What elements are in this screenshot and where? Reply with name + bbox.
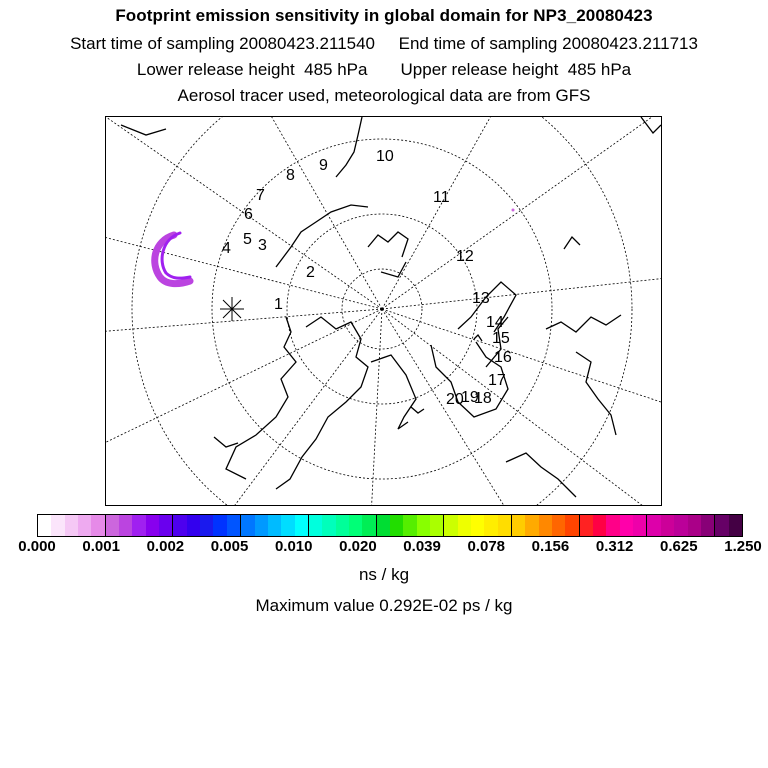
colorbar-segment [471, 515, 484, 536]
colorbar-segment [620, 515, 633, 536]
colorbar-tick-label: 0.000 [18, 538, 56, 555]
colorbar-segment [377, 515, 390, 536]
colorbar-segment [525, 515, 538, 536]
upper-height-label: Upper release height 485 hPa [400, 60, 632, 79]
colorbar-segment [106, 515, 119, 536]
trajectory-label: 13 [472, 290, 490, 307]
colorbar-segment [403, 515, 416, 536]
release-heights [0, 60, 768, 80]
colorbar-segment [458, 515, 471, 536]
trajectory-label: 19 [461, 389, 479, 406]
colorbar-segment [336, 515, 349, 536]
trajectory-label: 3 [258, 237, 267, 254]
trajectory-label: 6 [244, 206, 253, 223]
trajectory-label: 4 [222, 240, 231, 257]
colorbar-tick-label: 0.010 [274, 538, 313, 555]
colorbar-segment [322, 515, 335, 536]
colorbar-segment [674, 515, 687, 536]
start-time-label: Start time of sampling 20080423.211540 [70, 34, 376, 53]
colorbar-tick-label: 0.156 [531, 538, 570, 555]
trajectory-label: 20 [446, 391, 464, 408]
colorbar-tick-label: 0.020 [339, 538, 377, 555]
trajectory-label: 12 [456, 248, 474, 265]
colorbar-segment [119, 515, 132, 536]
colorbar-segment [552, 515, 565, 536]
colorbar-segment [565, 515, 579, 536]
colorbar-segment [268, 515, 281, 536]
colorbar-segment [484, 515, 497, 536]
coastlines [121, 117, 661, 497]
colorbar-segment [51, 515, 64, 536]
colorbar-segment [633, 515, 647, 536]
trajectory-label: 18 [474, 390, 492, 407]
colorbar-tick-label: 0.312 [595, 538, 634, 555]
colorbar-tick-label: 0.002 [146, 538, 185, 555]
colorbar-segment [444, 515, 457, 536]
colorbar-segment [539, 515, 552, 536]
colorbar-segment [430, 515, 444, 536]
colorbar-unit: ns / kg [358, 565, 410, 584]
colorbar-segment [512, 515, 525, 536]
colorbar-segment [498, 515, 512, 536]
trajectory-label: 2 [306, 264, 315, 281]
sampling-times [0, 34, 768, 54]
colorbar-segment [580, 515, 593, 536]
colorbar-segment [146, 515, 159, 536]
colorbar-segment [38, 515, 51, 536]
colorbar-segment [213, 515, 226, 536]
colorbar-segment [390, 515, 403, 536]
release-star [220, 297, 244, 321]
colorbar-segment [688, 515, 701, 536]
colorbar-segment [227, 515, 241, 536]
colorbar-segment [701, 515, 715, 536]
colorbar-segment [200, 515, 213, 536]
colorbar-segment [78, 515, 91, 536]
colorbar-segment [606, 515, 619, 536]
map-canvas [106, 117, 662, 506]
end-time-label: End time of sampling 20080423.211713 [398, 34, 698, 53]
colorbar-segment [417, 515, 430, 536]
colorbar-segment [255, 515, 268, 536]
polar-map [105, 116, 662, 506]
trajectory-label: 11 [433, 189, 450, 206]
trajectory-label: 16 [494, 349, 512, 366]
maximum-value: Maximum value 0.292E-02 ps / kg [255, 596, 513, 615]
trajectory-label: 1 [274, 296, 283, 313]
figure-title: Footprint emission sensitivity in global domain for NP3_20080423 [115, 6, 653, 25]
colorbar-segment [661, 515, 674, 536]
colorbar [37, 514, 743, 537]
colorbar-tick-label: 0.005 [210, 538, 249, 555]
lower-height-label: Lower release height 485 hPa [136, 60, 368, 79]
colorbar-segment [593, 515, 606, 536]
colorbar-segment [187, 515, 200, 536]
colorbar-tick-label: 0.001 [82, 538, 120, 555]
colorbar-segment [65, 515, 78, 536]
colorbar-segment [173, 515, 186, 536]
colorbar-segment [729, 515, 742, 536]
trajectory-label: 15 [492, 330, 510, 347]
colorbar-segment [309, 515, 322, 536]
colorbar-segment [362, 515, 376, 536]
tracer-info: Aerosol tracer used, meteorological data are from GFS [177, 86, 591, 105]
colorbar-segment [91, 515, 105, 536]
colorbar-tick-label: 0.625 [660, 538, 698, 555]
colorbar-segment [647, 515, 660, 536]
colorbar-segment [349, 515, 362, 536]
trajectory-label: 9 [319, 157, 328, 174]
colorbar-segment [132, 515, 145, 536]
trajectory-label: 17 [488, 372, 506, 389]
colorbar-tick-label: 1.250 [724, 538, 762, 555]
trajectory-label: 7 [256, 187, 265, 204]
colorbar-segment [159, 515, 173, 536]
colorbar-tick-label: 0.039 [403, 538, 441, 555]
colorbar-segment [241, 515, 254, 536]
colorbar-tick-label: 0.078 [467, 538, 506, 555]
trajectory-label: 8 [286, 167, 295, 184]
colorbar-segment [295, 515, 309, 536]
colorbar-segment [281, 515, 294, 536]
trajectory-label: 5 [243, 231, 252, 248]
trajectory-label: 10 [376, 148, 394, 165]
plume-speck [512, 209, 515, 212]
footprint-plume [155, 209, 515, 284]
graticule [106, 117, 662, 506]
colorbar-segment [715, 515, 728, 536]
trajectory-label: 14 [486, 314, 504, 331]
